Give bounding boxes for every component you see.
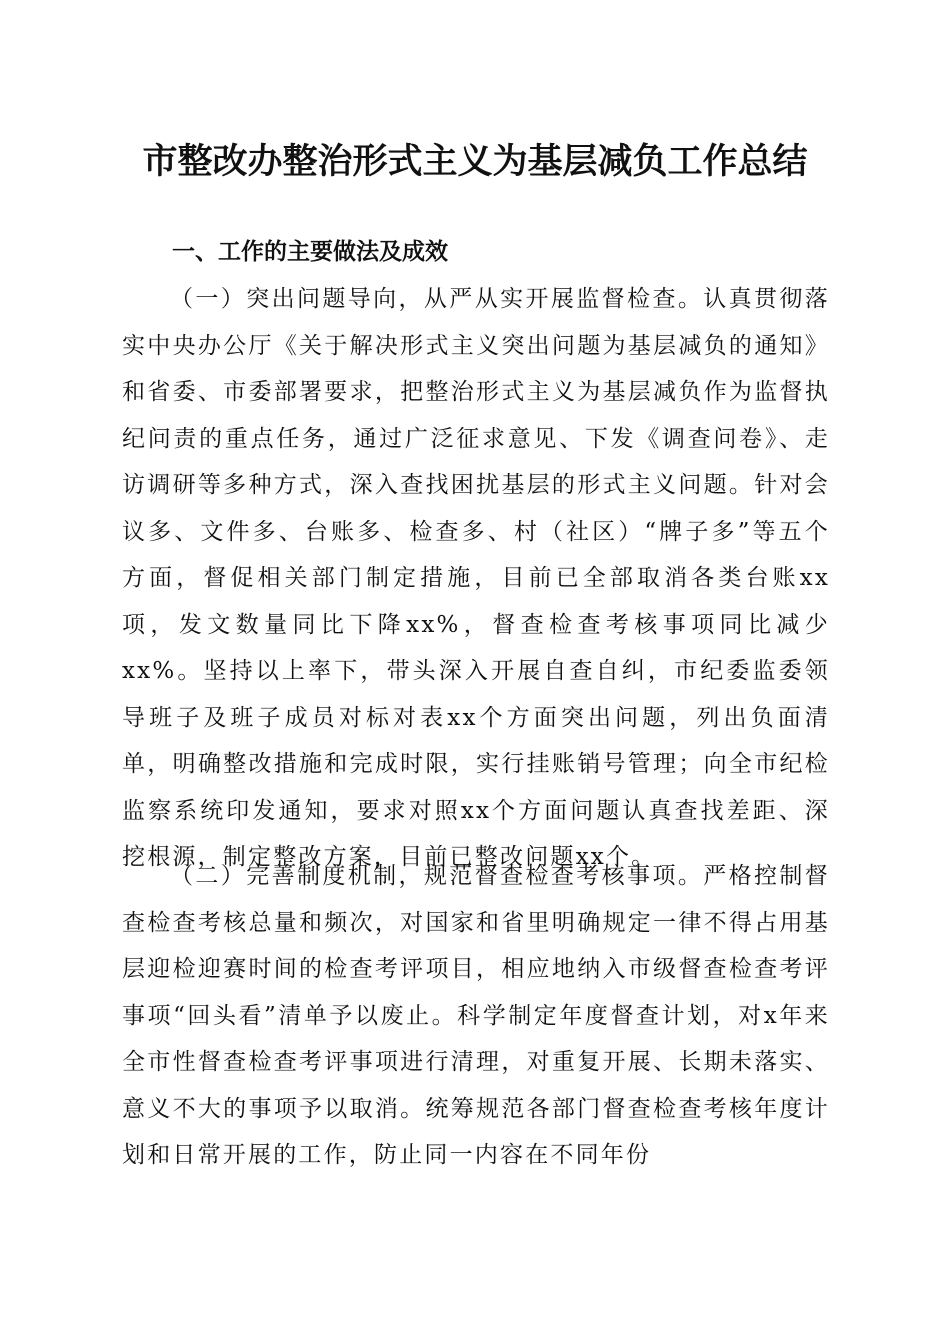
- document-title: 市整改办整治形式主义为基层减负工作总结: [142, 141, 808, 182]
- paragraph-1-body: 认真贯彻落实中央办公厅《关于解决形式主义突出问题为基层减负的通知》和省委、市委部署要求，把整治形式主义为基层减负作为监督执纪问责的重点任务，通过广泛征求意见、下发《调查问卷》、走访调研等多种方式，深入查找困扰基层的形式主义问题。针对会议多、文件多、台账多、检查多、村（社区）“牌子多”等五个方面，督促相关部门制定措施，目前已全部取消各类台账xx项，发文数量同比下降xx%，督查检查考核事项同比减少xx%。坚持以上率下，带头深入开展自查自纠，市纪委监委领导班子及班子成员对标对表xx个方面突出问题，列出负面清单，明确整改措施和完成时限，实行挂账销号管理；向全市纪检监察系统印发通知，要求对照xx个方面问题认真查找差距、深挖根源，制定整改方案，目前已整改问题xx个。: [122, 286, 831, 870]
- paragraph-2-lead: （二）完善制度机制，规范督查检查考核事项。: [170, 863, 704, 889]
- paragraph-2-body: 严格控制督查检查考核总量和频次，对国家和省里明确规定一律不得占用基层迎检迎赛时间的检查考评项目，相应地纳入市级督查检查考评事项“回头看”清单予以废止。科学制定年度督查计划，对x年来全市性督查检查考评事项进行清理，对重复开展、长期未落实、意义不大的事项予以取消。统筹规范各部门督查检查考核年度计划和日常开展的工作，防止同一内容在不同年份: [122, 863, 831, 1168]
- paragraph-1: [122, 276, 830, 881]
- paragraph-1-lead: （一）突出问题导向，从严从实开展监督检查。: [170, 286, 704, 312]
- section-heading: 一、工作的主要做法及成效: [172, 239, 448, 265]
- paragraph-2: [122, 853, 830, 1179]
